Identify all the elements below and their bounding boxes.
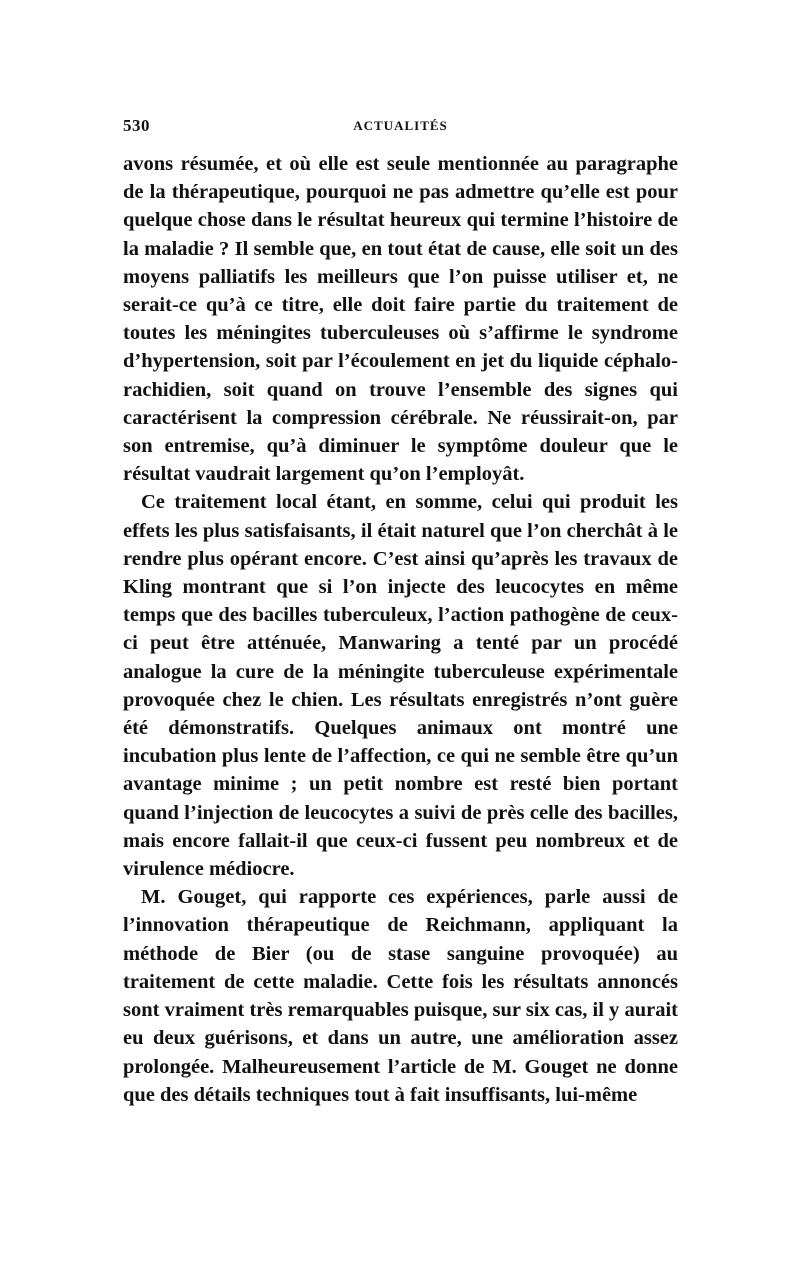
book-page bbox=[123, 116, 678, 1109]
page-number: 530 bbox=[123, 116, 150, 135]
paragraph-3: M. Gouget, qui rapporte ces expériences, parle aussi de l’innovation thérapeutique de Reichmann, appliquant la méthode de Bier (ou de stase sanguine provoquée) au traitement de cette maladie. Cette fois les résultats annoncés sont vraiment très remarquables puisque, sur six cas, il y aurait eu deux guérisons, et dans un autre, une amélioration assez prolongée. Malheureusement l’article de M. Gouget ne donne que des détails techniques tout à fait insuffisants, lui-même bbox=[123, 886, 678, 1106]
running-head-title: ACTUALITÉS bbox=[353, 118, 448, 133]
paragraph-2: Ce traitement local étant, en somme, celui qui produit les effets les plus satisfaisants, il était naturel que l’on cherchât à le rendre plus opérant encore. C’est ainsi qu’après les travaux de Kling montrant que si l’on injecte des leucocytes en même temps que des bacilles tuberculeux, l’action pathogène de ceux-ci peut être atténuée, Manwaring a tenté par un procédé analogue la cure de la méningite tuberculeuse expérimentale provoquée chez le chien. Les résultats enregistrés n’ont guère été démonstratifs. Quelques animaux ont montré une incubation plus lente de l’affection, ce qui ne semble être qu’un avantage minime ; un petit nombre est resté bien portant quand l’injection de leucocytes a suivi de près celle des bacilles, mais encore fallait-il que ceux-ci fussent peu nombreux et de virulence médiocre. bbox=[123, 491, 678, 881]
paragraph-1: avons résumée, et où elle est seule mentionnée au paragraphe de la thérapeutique, pourquoi ne pas admettre qu’elle est pour quelque chose dans le résultat heureux qui termine l’histoire de la maladie ? Il semble que, en tout état de cause, elle soit un des moyens palliatifs les meilleurs que l’on puisse utiliser et, ne serait-ce qu’à ce titre, elle doit faire partie du traitement de toutes les méningites tuberculeuses où s’affirme le syndrome d’hypertension, soit par l’écoulement en jet du liquide céphalo-rachidien, soit quand on trouve l’ensemble des signes qui caractérisent la compression cérébrale. Ne réussirait-on, par son entremise, qu’à diminuer le symptôme douleur que le résultat vaudrait largement qu’on l’employât. bbox=[123, 153, 678, 486]
running-head bbox=[123, 116, 678, 142]
body-text bbox=[123, 150, 678, 1109]
